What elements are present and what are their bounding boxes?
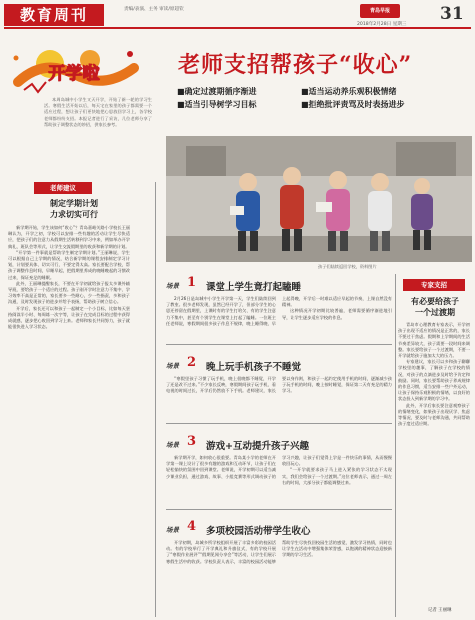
newspaper-logo: 青岛早报 — [360, 4, 400, 18]
scene-title: 晚上玩手机孩子不睡觉 — [206, 362, 302, 373]
scene-number: 4 — [187, 519, 197, 534]
left-section-tag: 老师建议 — [34, 182, 92, 194]
scene-number: 2 — [187, 355, 197, 370]
highlight-item: ■拒绝批评责骂及时表扬进步 — [301, 100, 405, 109]
intro-paragraph: 本周岛城中小学生又天开学，开始了新一轮的学习生活。寒假生活开始以后，每天宅在家里的孩子都需要一个适应过程，想让孩子们更快地把心思放回学习上，各学校老师都纷纷支招。本报记者进行了采访，几位老师分享了帮助孩子调整状态的妙招，供家长参考。 — [44, 97, 152, 127]
scene-title: 多项校园活动带学生收心 — [206, 526, 311, 537]
scene3-body — [166, 455, 392, 507]
right-section-tag: 专家支招 — [403, 279, 465, 291]
scene-paragraph: 新学期开学，如何收心很重要。青岛某小学的老师在开学第一课上设计了很多有趣的游戏和互动环节，让孩子们在轻松愉快的氛围中回到课堂。老师说，开学初期可以适当减少课业负担，通过游戏、故事、小组竞赛等形式调动孩子的学习兴趣，让孩子们觉得上学是一件快乐的事情，从而慢慢收回玩心。 — [166, 455, 392, 479]
left-paragraph: 新学期开始，学生该如何“收心”？青岛嘉峪关路小学校长王丽琳认为，开学之初，学校可以安排一些有趣的活动让学生尽快适应，把孩子们的注意力从假期生活转移到学习中来，例如举办开学典礼、班队会等形式，让学生交流假期里的收获和新学期的计划。 — [8, 225, 130, 249]
scene-paragraph: “一开学就要求孩子马上进入紧张的学习状态不太现实，我们会给孩子一个过渡期。”这位老师表示，通过一周左右的时间，大部分孩子都能调整过来。 — [282, 467, 392, 485]
page-number: 31 — [440, 4, 464, 24]
scene-divider — [166, 344, 392, 345]
scene-divider — [166, 423, 392, 424]
scene-title: 游戏+互动提升孩子兴趣 — [206, 441, 309, 452]
kaixue-art-text: 开学啦 — [48, 64, 100, 84]
left-title-text: 制定学期计划 力求切实可行 — [50, 198, 98, 219]
date-line: 2018年2月28日 星期三 — [357, 22, 407, 27]
right-article-title — [398, 296, 472, 318]
column-divider — [395, 274, 396, 617]
right-author: 记者 王丽琳 — [428, 608, 452, 613]
column-divider — [155, 182, 156, 617]
page-headline: 老师支招帮孩子“收心” — [178, 52, 413, 78]
left-paragraph: “开学第一件事就是帮助学生制定学期计划。”王丽琳说，学生可以根据自己上学期的情况，结合新学期的课程安排制定学习计划，计划要具体、切实可行，不要定得太高。家长要配合学校，帮孩子调整作息时间，早睡早起，把假期里养成的晚睡晚起的习惯改过来，保证充足的睡眠。 — [8, 249, 130, 280]
scene-label: 场景 — [166, 441, 179, 449]
intro-text — [44, 97, 152, 177]
scene4-body — [166, 540, 392, 616]
scene-paragraph: 这种情况开学初期比较普遍，老师需要循序渐进地引导，让学生逐步适应学校的作息。 — [282, 308, 392, 320]
left-paragraph: 此外，王丽琳提醒家长，不要在开学初就给孩子报太多课外辅导班，要给孩子一个适应的过程。孩子刚开学时注意力不集中、学习效率不高是正常的，家长要多一些耐心，少一些指责，多和孩子沟通，及时发现孩子的进步并给予表扬，帮助孩子树立信心。 — [8, 280, 130, 305]
students-photo — [166, 136, 472, 262]
section-brand: 教育周刊 — [4, 4, 104, 26]
right-title-text: 有必要给孩子 一个过渡期 — [411, 296, 459, 317]
scene-number: 3 — [187, 434, 197, 449]
right-paragraph: 青岛市心理教育专家表示，开学初孩子出现不适应的情况是正常的，家长不要过于焦虑。假期和上学期间的生活节奏差异较大，孩子需要一段时间来调整。家长要给孩子一个过渡期，不要一开学就给孩子施加太大的压力。 — [398, 322, 470, 359]
left-paragraph: 开学后，家长还可以和孩子一起制定一个小目标，比如每天坚持阅读半小时、每周练一次字等，让孩子在完成目标的过程中获得成就感，逐步把心收回到学习上来。老师和家长共同努力，孩子就能很快进入学习状态。 — [8, 305, 130, 330]
scene-label: 场景 — [166, 526, 179, 534]
scene1-body — [166, 296, 392, 342]
header-rule — [4, 27, 471, 29]
scene-paragraph: “寒假里孩子习惯了玩手机，晚上很晚都不睡觉，开学了还是改不过来。”不少家长反映，寒假期间孩子玩手机、看电视的时间过长，开学后仍然放不下手机。老师建议，家长要以身作则，和孩子一起约定使用手机的时间，逐渐减少孩子玩手机的时间，晚上按时睡觉，保证第二天有充足的精力学习。 — [166, 376, 392, 394]
highlight-item: ■确定过渡期循序渐进 — [177, 87, 257, 96]
left-article-title — [20, 198, 128, 220]
scene-label: 场景 — [166, 282, 179, 290]
left-article-body — [8, 225, 130, 617]
photo-caption: 孩子们陆续返回学校，资料图片 — [318, 264, 377, 269]
scene-paragraph: 2月26日是岛城中小学生开学第一天，学生们陆续回到了教室。很多老师发现，虽然已经开学了，但部分学生的心思还停留在假期里，上课时有的学生打哈欠、有的学生注意力不集中，甚至有个别学生在课堂上打起了瞌睡。一位班主任老师说，寒假期间很多孩子作息不规律，晚上睡得晚、早上起得晚，开学后一时难以适应早起的节奏，上课自然没有精神。 — [166, 296, 392, 326]
scene-label: 场景 — [166, 362, 179, 370]
scene-divider — [166, 509, 392, 510]
highlight-item: ■适当引导树学习目标 — [177, 100, 257, 109]
right-paragraph: 专家建议，家长可以多和孩子聊聊学校里的趣事，了解孩子在学校的情况，对孩子的点滴进步及时给予肯定和鼓励。同时，家长要帮助孩子养成规律的作息习惯，适当安排一些户外运动，让孩子保持乐观积极的情绪，以良好的状态投入到新学期的学习中。 — [398, 359, 470, 402]
right-paragraph: 此外，开学后家长要注意观察孩子的情绪变化，如果孩子出现厌学、焦虑等情况，要及时与老师沟通，共同帮助孩子度过适应期。 — [398, 402, 470, 427]
scene2-body — [166, 376, 392, 420]
editors-line: 责编/表演、主务 审读/原超钦 — [124, 7, 184, 12]
scene-title: 课堂上学生竟打起瞌睡 — [206, 282, 302, 293]
scene-paragraph: 开学初期，岛城多所学校组织开展了丰富多彩的校园活动。有的学校举行了开学典礼和升旗仪式，有的学校开展了“寒假作业展评”“假期见闻分享会”等活动，让学生们展示寒假生活中的收获。学校负责人表示，丰富的校园活动能够帮助学生尽快找回校园生活的感觉，激发学习热情，同时也让学生在活动中增强集体荣誉感，以饱满的精神状态迎接新学期的学习生活。 — [166, 540, 392, 564]
right-article-body — [398, 322, 470, 607]
highlight-item: ■适当运动养乐观积极情绪 — [301, 87, 397, 96]
scene-number: 1 — [187, 275, 197, 290]
